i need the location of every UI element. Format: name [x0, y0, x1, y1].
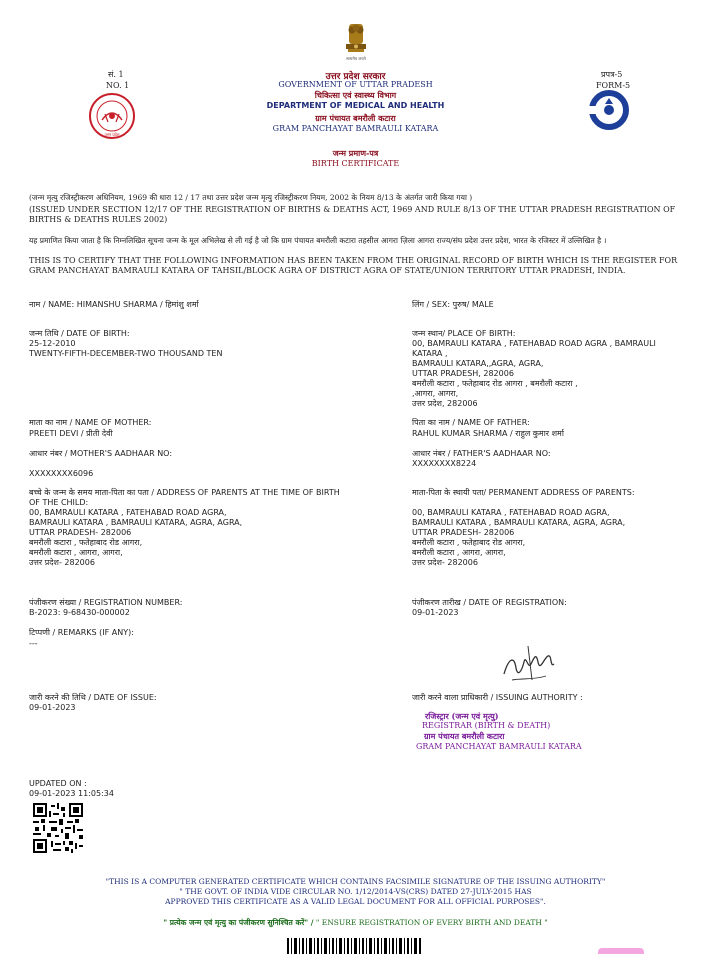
- mother-label: माता का नाम / NAME OF MOTHER:: [29, 418, 152, 427]
- govt-english: GOVERNMENT OF UTTAR PRADESH: [278, 80, 433, 89]
- father-value: RAHUL KUMAR SHARMA / राहुल कुमार शर्मा: [412, 429, 564, 438]
- name-label: नाम / NAME:: [29, 300, 75, 309]
- slogan-english: " ENSURE REGISTRATION OF EVERY BIRTH AND DEATH ": [315, 918, 548, 927]
- corner-mark: [598, 948, 644, 954]
- authority-gram-panchayat-english: GRAM PANCHAYAT BAMRAULI KATARA: [416, 742, 582, 751]
- pob-value: 00, BAMRAULI KATARA , FATEHABAD ROAD AGRA , BAMRAULI KATARA , BAMRAULI KATARA,,AGRA, AGRA, UTTAR PRADESH, 282006 बमरौली कटारा , फतेहाबाद रोड आगरा , बमरौली कटारा , ,आगरा, आगरा, उत्तर प्रदेश, 282006: [412, 339, 656, 408]
- mother-aadhaar-label: आधार नंबर / MOTHER'S AADHAAR NO:: [29, 449, 173, 458]
- footer-line-3: APPROVED THIS CERTIFICATE AS A VALID LEGAL DOCUMENT FOR ALL OFFICIAL PURPOSES".: [165, 897, 546, 906]
- qr-code-icon: [33, 803, 83, 853]
- registration-date-label: पंजीकरण तारीख / DATE OF REGISTRATION:: [412, 598, 567, 607]
- remarks-value: ---: [29, 639, 38, 648]
- dob-label: जन्म तिथि / DATE OF BIRTH:: [29, 329, 130, 338]
- father-label: पिता का नाम / NAME OF FATHER:: [412, 418, 530, 427]
- mother-aadhaar-value: XXXXXXXX6096: [29, 469, 94, 478]
- barcode: [287, 938, 423, 954]
- address-at-birth-label: बच्चे के जन्म के समय माता-पिता का पता / ADDRESS OF PARENTS AT THE TIME OF BIRTH OF THE CHILD:: [29, 488, 340, 507]
- issued-under-hindi: (जन्म मृत्यु रजिस्ट्रीकरण अधिनियम, 1969 की धारा 12 / 17 तथा उत्तर प्रदेश जन्म मृत्यु रजिस्ट्रीकरण नियम, 2002 के नियम 8/13 के अंतर्गत जारी किया गया ): [29, 193, 473, 202]
- certify-hindi: यह प्रमाणित किया जाता है कि निम्नलिखित सूचना जन्म के मूल अभिलेख से ली गई है जो कि ग्राम पंचायत बमरौली कटारा तहसील आगरा ज़िला आगरा राज्य/संघ प्रदेश उत्तर प्रदेश, भारत के रजिस्टर में उल्लिखित है ।: [29, 236, 607, 245]
- registration-date-value: 09-01-2023: [412, 608, 459, 617]
- issued-under-english: (ISSUED UNDER SECTION 12/17 OF THE REGISTRATION OF BIRTHS & DEATHS ACT, 1969 AND RULE 8/13 OF THE UTTAR PRADESH REGISTRATION OF BIRTHS & DEATHS RULES 2002): [29, 205, 676, 224]
- sex-row: [412, 300, 494, 310]
- signature-image: [498, 640, 558, 686]
- certificate-title-english: BIRTH CERTIFICATE: [311, 159, 400, 168]
- certificate-title-hindi: जन्म प्रमाण-पत्र: [332, 148, 379, 158]
- number-english: NO. 1: [106, 81, 130, 90]
- ashoka-emblem-icon: [341, 22, 371, 60]
- dept-hindi: चिकित्सा एवं स्वास्थ्य विभाग: [314, 90, 397, 100]
- number-hindi: सं. 1: [108, 70, 124, 79]
- registration-number-label: पंजीकरण संख्या / REGISTRATION NUMBER:: [29, 598, 183, 607]
- form-hindi: प्रपत्र-5: [601, 70, 623, 79]
- mother-value: PREETI DEVI / प्रीती देवी: [29, 429, 113, 438]
- dept-english: DEPARTMENT OF MEDICAL AND HEALTH: [266, 101, 445, 110]
- permanent-address-value: 00, BAMRAULI KATARA , FATEHABAD ROAD AGRA, BAMRAULI KATARA , BAMRAULI KATARA, AGRA, AGRA, UTTAR PRADESH- 282006 बमरौली कटारा , फतेहाबाद रोड आगरा, बमरौली कटारा , आगरा, आगरा, उत्तर प्रदेश- 282006: [412, 508, 626, 567]
- signature-icon: [498, 640, 558, 686]
- sex-label: लिंग / SEX:: [412, 300, 451, 309]
- qr-code: [33, 803, 83, 853]
- registrar-hindi: रजिस्ट्रार (जन्म एवं मृत्यु): [425, 711, 499, 721]
- slogan-hindi: " प्रत्येक जन्म एवं मृत्यु का पंजीकरण सुनिश्चित करें" /: [163, 918, 314, 927]
- issue-date-label: जारी करने की तिथि / DATE OF ISSUE:: [29, 693, 157, 702]
- barcode-icon: [287, 938, 423, 954]
- gram-panchayat-english: GRAM PANCHAYAT BAMRAULI KATARA: [272, 124, 439, 133]
- dob-words: TWENTY-FIFTH-DECEMBER-TWO THOUSAND TEN: [29, 349, 223, 358]
- name-value: HIMANSHU SHARMA / हिमांशु शर्मा: [76, 300, 199, 309]
- pob-label: जन्म स्थान/ PLACE OF BIRTH:: [412, 329, 516, 338]
- remarks-label: टिप्पणी / REMARKS (IF ANY):: [29, 628, 134, 637]
- father-aadhaar-value: XXXXXXXX8224: [412, 459, 477, 468]
- issue-date-value: 09-01-2023: [29, 703, 76, 712]
- seal-text: उत्तर प्रदेश: [104, 132, 120, 137]
- form-english: FORM-5: [596, 81, 631, 90]
- issuing-authority-label: जारी करने वाला प्राधिकारी / ISSUING AUTHORITY :: [412, 693, 583, 702]
- dob-value: 25-12-2010: [29, 339, 76, 348]
- updated-label: UPDATED ON :: [29, 779, 87, 788]
- address-at-birth-value: 00, BAMRAULI KATARA , FATEHABAD ROAD AGRA, BAMRAULI KATARA , BAMRAULI KATARA, AGRA, AGRA, UTTAR PRADESH- 282006 बमरौली कटारा , फतेहाबाद रोड आगरा, बमरौली कटारा , आगरा, आगरा, उत्तर प्रदेश- 282006: [29, 508, 243, 567]
- footer-line-1: "THIS IS A COMPUTER GENERATED CERTIFICATE WHICH CONTAINS FACSIMILE SIGNATURE OF THE ISSUING AUTHORITY": [105, 877, 606, 886]
- name-row: [29, 300, 199, 310]
- footer-slogan: [0, 918, 711, 927]
- father-aadhaar-label: आधार नंबर / FATHER'S AADHAAR NO:: [412, 449, 551, 458]
- govt-hindi: उत्तर प्रदेश सरकार: [325, 72, 386, 82]
- registrar-english: REGISTRAR (BIRTH & DEATH): [422, 721, 551, 730]
- footer-line-2: " THE GOVT. OF INDIA VIDE CIRCULAR NO. 1/12/2014-VS(CRS) DATED 27-JULY-2015 HAS: [179, 887, 532, 896]
- gram-panchayat-hindi: ग्राम पंचायत बमरौली कटारा: [315, 113, 396, 123]
- updated-value: 09-01-2023 11:05:34: [29, 789, 114, 798]
- authority-gram-panchayat-hindi: ग्राम पंचायत बमरौली कटारा: [424, 731, 505, 741]
- sex-value: पुरुष/ MALE: [452, 300, 494, 309]
- emblem-motto: सत्यमेव जयते: [346, 56, 366, 61]
- state-emblem: [341, 22, 371, 60]
- certify-english: THIS IS TO CERTIFY THAT THE FOLLOWING INFORMATION HAS BEEN TAKEN FROM THE ORIGINAL RECORD OF BIRTH WHICH IS THE REGISTER FOR GRAM PANCHAYAT BAMRAULI KATARA OF TAHSIL/BLOCK AGRA OF DISTRICT AGRA OF STATE/UNION TERRITORY UTTAR PRADESH, INDIA.: [29, 256, 678, 275]
- registration-number-value: B-2023: 9-68430-000002: [29, 608, 130, 617]
- permanent-address-label: माता-पिता के स्थायी पता/ PERMANENT ADDRESS OF PARENTS:: [412, 488, 635, 497]
